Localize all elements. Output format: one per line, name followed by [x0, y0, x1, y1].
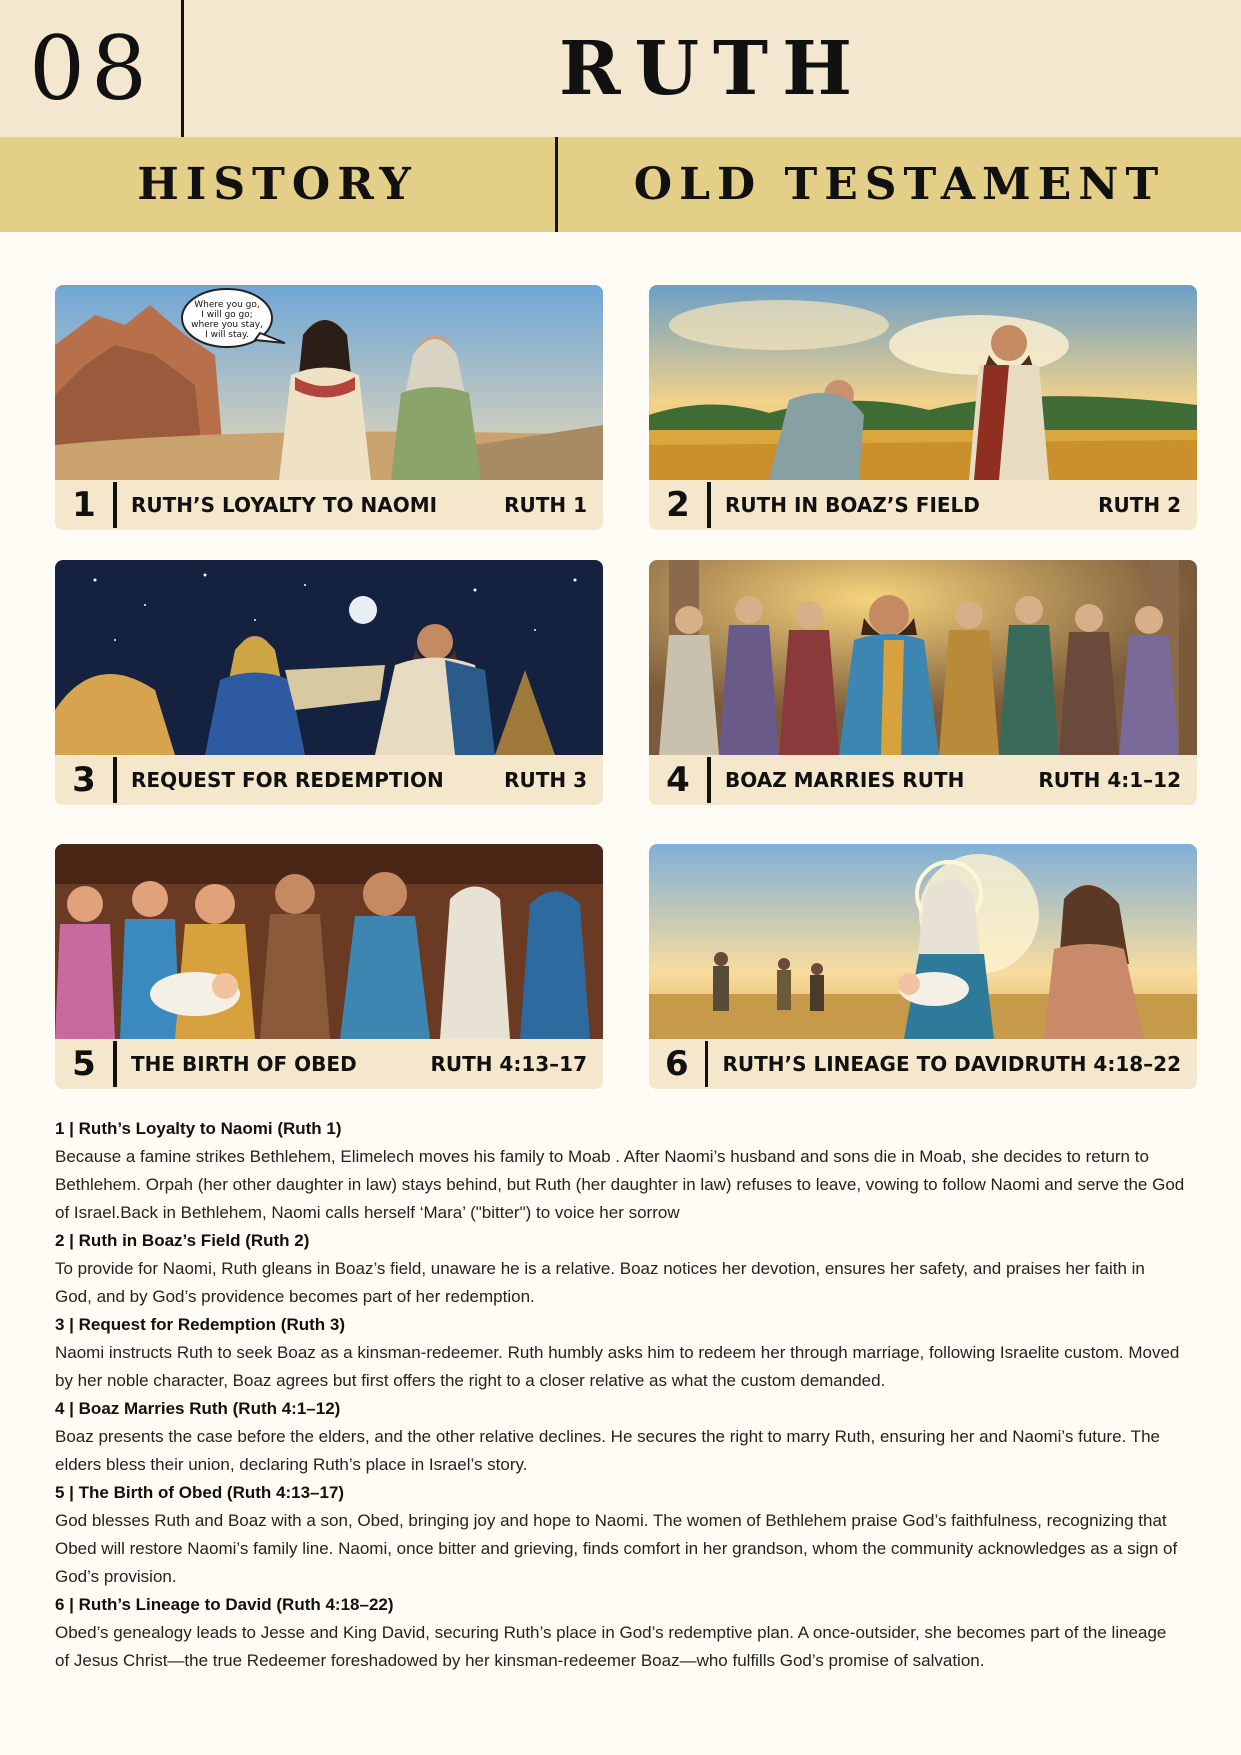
summary-heading-6: 6 | Ruth’s Lineage to David (Ruth 4:18–22) — [55, 1595, 394, 1614]
panel-reference: RUTH 4:13–17 — [430, 1052, 587, 1076]
panel-title: RUTH’S LOYALTY TO NAOMI — [131, 493, 438, 517]
category-band — [0, 137, 1241, 232]
panel-title: REQUEST FOR REDEMPTION — [131, 768, 444, 792]
summary-body-1: Because a famine strikes Bethlehem, Elimelech moves his family to Moab . After Naomi’s husband and sons die in Moab, she decides to return to Bethlehem. Orpah (her other daughter in law) stays behind, but Ruth (her daughter in law) refuses to leave, vowing to follow Naomi and serve the God of Israel.Back in Bethlehem, Naomi calls herself ‘Mara’ ("bitter") to voice her sorrow — [55, 1147, 1185, 1222]
speech-line-1: Where you go, — [194, 300, 260, 310]
caption-divider — [113, 757, 117, 803]
panel-1-caption — [55, 480, 603, 530]
panel-5-caption — [55, 1039, 603, 1089]
illustration-birth-of-obed — [55, 844, 603, 1039]
category-history: HISTORY — [137, 159, 418, 210]
category-testament: OLD TESTAMENT — [633, 159, 1166, 210]
summary-body-4: Boaz presents the case before the elders, and the other relative declines. He secures the right to marry Ruth, ensuring her and Naomi’s future. The elders bless their union, declaring Ruth’s place in Israel’s story. — [55, 1427, 1160, 1474]
summary-section — [55, 1115, 1185, 1675]
panel-title: THE BIRTH OF OBED — [131, 1052, 357, 1076]
panel-reference: RUTH 4:18–22 — [1024, 1052, 1181, 1076]
illustration-elders-at-gate — [649, 560, 1197, 755]
summary-heading-2: 2 | Ruth in Boaz’s Field (Ruth 2) — [55, 1231, 310, 1250]
panel-3 — [55, 560, 603, 805]
panel-2-caption — [649, 480, 1197, 530]
panel-number: 4 — [666, 760, 690, 800]
caption-divider — [707, 757, 711, 803]
panel-6 — [649, 844, 1197, 1089]
summary-heading-4: 4 | Boaz Marries Ruth (Ruth 4:1–12) — [55, 1399, 341, 1418]
panel-title: RUTH’S LINEAGE TO DAVID — [722, 1052, 1025, 1076]
book-number: 08 — [29, 17, 153, 120]
panel-reference: RUTH 1 — [504, 493, 587, 517]
caption-divider — [707, 482, 711, 528]
panel-4 — [649, 560, 1197, 805]
panel-number: 5 — [72, 1044, 96, 1084]
summary-body-2: To provide for Naomi, Ruth gleans in Boaz’s field, unaware he is a relative. Boaz notices her devotion, ensures her safety, and praises her faith in God, and by God’s providence becomes part of her redemption. — [55, 1259, 1145, 1306]
caption-divider — [705, 1041, 709, 1087]
panel-1 — [55, 285, 603, 530]
panel-number: 2 — [666, 485, 690, 525]
panel-reference: RUTH 2 — [1098, 493, 1181, 517]
panel-3-caption — [55, 755, 603, 805]
panel-6-caption — [649, 1039, 1197, 1089]
summary-heading-3: 3 | Request for Redemption (Ruth 3) — [55, 1315, 345, 1334]
panel-title: BOAZ MARRIES RUTH — [725, 768, 965, 792]
illustration-ruth-and-naomi — [55, 285, 603, 480]
panel-2 — [649, 285, 1197, 530]
speech-line-4: I will stay. — [205, 330, 249, 340]
panel-number: 1 — [72, 485, 96, 525]
panel-number: 3 — [72, 760, 96, 800]
summary-heading-1: 1 | Ruth’s Loyalty to Naomi (Ruth 1) — [55, 1119, 342, 1138]
panel-reference: RUTH 3 — [504, 768, 587, 792]
summary-body-6: Obed’s genealogy leads to Jesse and King David, securing Ruth’s place in God’s redemptive plan. A once-outsider, she becomes part of the lineage of Jesus Christ—the true Redeemer foreshadowed by her kinsman-redeemer Boaz—who fulfills God’s promise of salvation. — [55, 1623, 1167, 1670]
panel-number: 6 — [664, 1044, 689, 1084]
illustration-lineage-to-david — [649, 844, 1197, 1039]
illustration-threshing-floor — [55, 560, 603, 755]
speech-line-3: where you stay, — [191, 320, 263, 330]
caption-divider — [113, 482, 117, 528]
summary-body-3: Naomi instructs Ruth to seek Boaz as a kinsman-redeemer. Ruth humbly asks him to redeem her through marriage, following Israelite custom. Moved by her noble character, Boaz agrees but first offers the right to a closer relative as what the custom demanded. — [55, 1343, 1180, 1390]
summary-heading-5: 5 | The Birth of Obed (Ruth 4:13–17) — [55, 1483, 345, 1502]
panel-title: RUTH IN BOAZ’S FIELD — [725, 493, 980, 517]
panel-reference: RUTH 4:1–12 — [1038, 768, 1181, 792]
summary-body-5: God blesses Ruth and Boaz with a son, Obed, bringing joy and hope to Naomi. The women of Bethlehem praise God’s faithfulness, recognizing that Obed will restore Naomi’s family line. Naomi, once bitter and grieving, finds comfort in her grandson, whom the community acknowledges as a sign of God’s provision. — [55, 1511, 1178, 1586]
panel-5 — [55, 844, 603, 1089]
panel-4-caption — [649, 755, 1197, 805]
illustration-boaz-field — [649, 285, 1197, 480]
speech-line-2: I will go go; — [201, 310, 253, 320]
book-title: RUTH — [558, 25, 866, 112]
caption-divider — [113, 1041, 117, 1087]
